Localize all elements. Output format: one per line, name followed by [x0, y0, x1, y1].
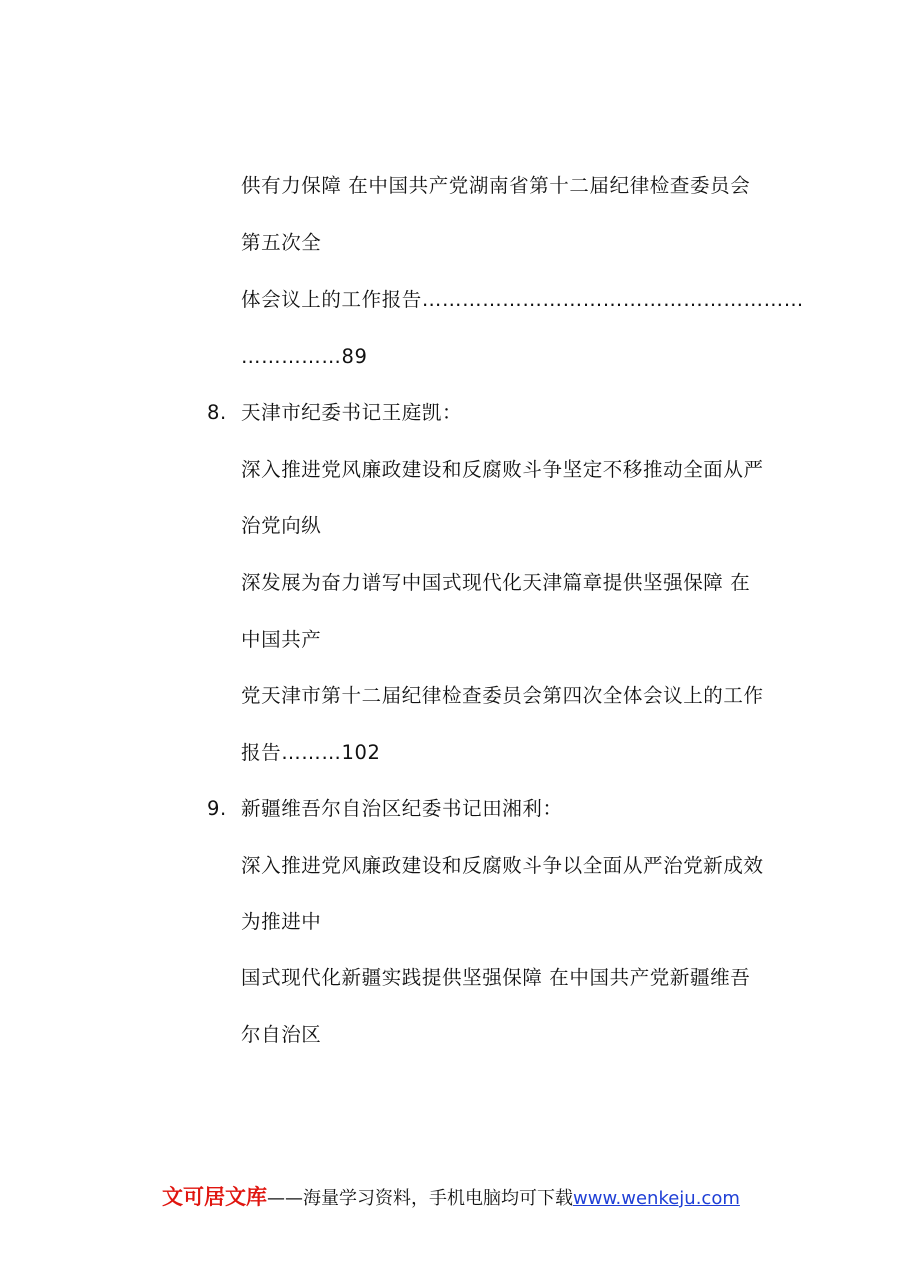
footer-slogan: ——海量学习资料，手机电脑均可下载: [267, 1188, 573, 1209]
text-line: 中国共产: [241, 628, 322, 651]
list-number: 9.: [207, 797, 227, 820]
text-line: 供有力保障 在中国共产党湖南省第十二届纪律检查委员会: [241, 174, 751, 197]
text-line: 尔自治区: [241, 1023, 322, 1046]
text-line: 党天津市第十二届纪律检查委员会第四次全体会议上的工作: [241, 684, 764, 707]
text-line: 体会议上的工作报告…………………………………………………: [241, 288, 804, 311]
brand-name: 文可居文库: [162, 1185, 267, 1209]
text-line: 深发展为奋力谱写中国式现代化天津篇章提供坚强保障 在: [241, 571, 751, 594]
text-line: 第五次全: [241, 231, 322, 254]
text-line: 深入推进党风廉政建设和反腐败斗争以全面从严治党新成效: [241, 854, 764, 877]
page-footer: [162, 1184, 740, 1212]
list-item-heading: 新疆维吾尔自治区纪委书记田湘利：: [241, 797, 563, 820]
text-line: 为推进中: [241, 910, 322, 933]
text-line: 深入推进党风廉政建设和反腐败斗争坚定不移推动全面从严: [241, 458, 764, 481]
site-link[interactable]: www.wenkeju.com: [573, 1188, 740, 1209]
text-line: 国式现代化新疆实践提供坚强保障 在中国共产党新疆维吾: [241, 966, 751, 989]
list-item-heading: 天津市纪委书记王庭凯：: [241, 401, 463, 424]
text-line: 治党向纵: [241, 514, 322, 537]
text-line: 报告………102: [241, 741, 381, 764]
text-line: ……………89: [241, 345, 368, 368]
list-number: 8.: [207, 401, 227, 424]
